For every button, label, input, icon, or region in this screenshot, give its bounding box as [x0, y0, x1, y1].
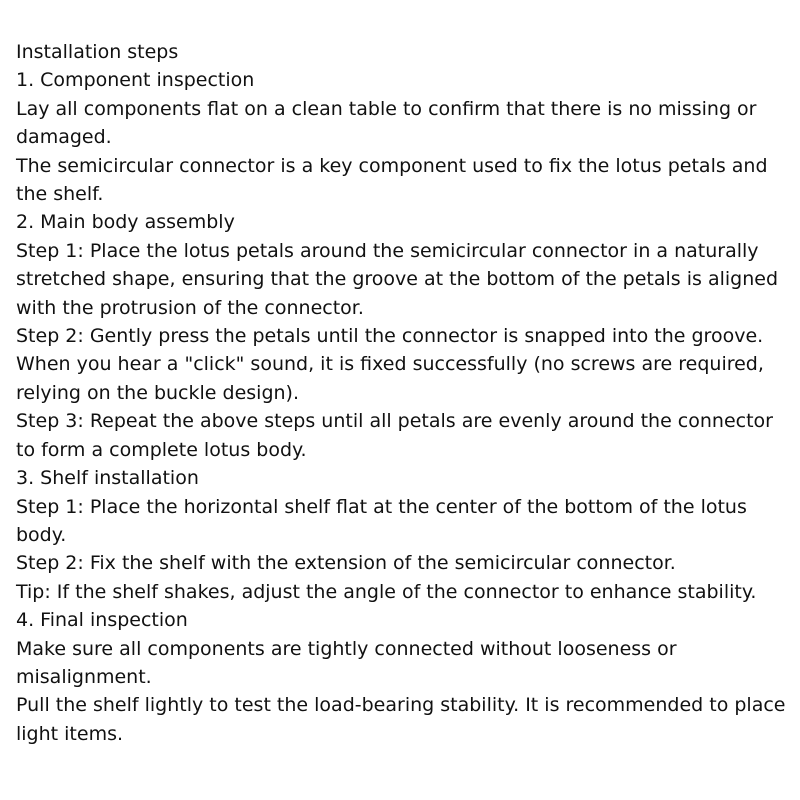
- paragraph-assembly-step-1: Step 1: Place the lotus petals around the semicircular connector in a naturally stretched shape, ensuring that the groove at the bottom of the petals is aligned with the protrusion of the connector.: [16, 239, 779, 319]
- paragraph-final-tight-connection: Make sure all components are tightly connected without looseness or misalignment.: [16, 637, 677, 688]
- section-heading-final-inspection: 4. Final inspection: [16, 609, 188, 632]
- paragraph-shelf-tip: Tip: If the shelf shakes, adjust the angle of the connector to enhance stability.: [16, 580, 757, 603]
- paragraph-assembly-step-3: Step 3: Repeat the above steps until all petals are evenly around the connector to form a complete lotus body.: [16, 410, 773, 461]
- paragraph-lay-components: Lay all components flat on a clean table to confirm that there is no missing or damaged.: [16, 97, 757, 149]
- paragraph-shelf-step-1: Step 1: Place the horizontal shelf flat at the center of the bottom of the lotus body.: [16, 495, 747, 546]
- document-title: Installation steps: [16, 41, 179, 63]
- section-heading-shelf-installation: 3. Shelf installation: [16, 467, 199, 490]
- paragraph-final-load-test: Pull the shelf lightly to test the load-bearing stability. It is recommended to place light items.: [16, 694, 786, 745]
- section-heading-main-body-assembly: 2. Main body assembly: [16, 211, 235, 234]
- paragraph-semicircular-connector: The semicircular connector is a key component used to fix the lotus petals and the shelf.: [16, 154, 768, 206]
- section-heading-component-inspection: 1. Component inspection: [16, 69, 255, 92]
- paragraph-shelf-step-2: Step 2: Fix the shelf with the extension of the semicircular connector.: [16, 552, 676, 575]
- paragraph-assembly-step-2: Step 2: Gently press the petals until the connector is snapped into the groove. When you hear a "click" sound, it is fixed successfully (no screws are required, relying on the buckle design).: [16, 325, 764, 404]
